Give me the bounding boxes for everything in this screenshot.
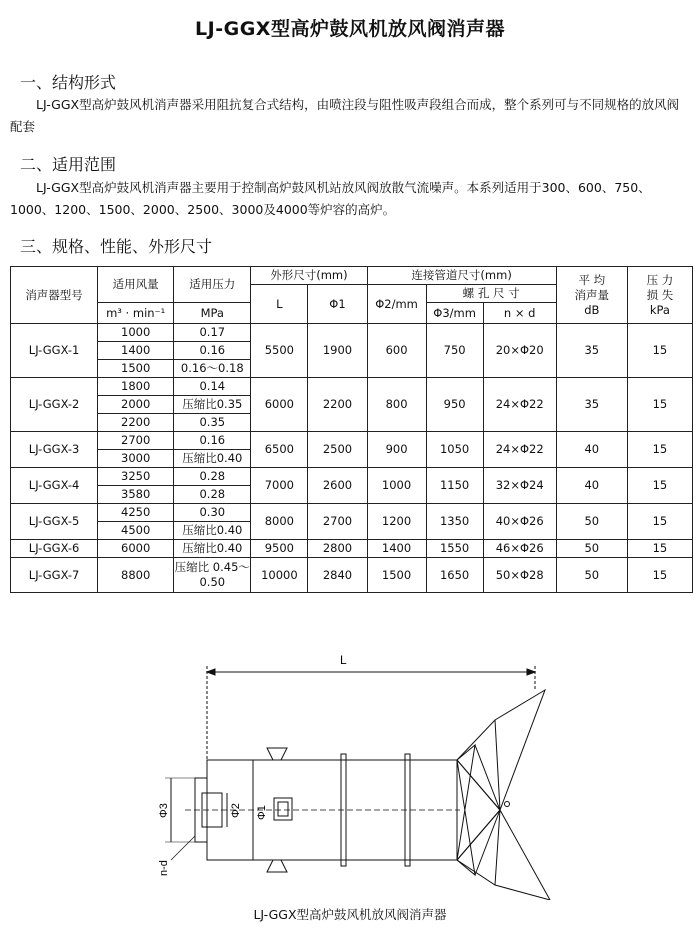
header-loss-line1: 压 力 xyxy=(646,272,674,287)
cell-db: 50 xyxy=(556,540,627,558)
cell-phi3: 1350 xyxy=(426,504,483,540)
cell-kpa: 15 xyxy=(627,468,692,504)
cell-flow: 3000 xyxy=(98,450,174,468)
label-phi1: Φ1 xyxy=(256,805,268,820)
header-noise-line2: 消声量 xyxy=(574,287,610,302)
cell-phi1: 2840 xyxy=(308,558,367,593)
header-noise-line1: 平 均 xyxy=(578,272,606,287)
table-row xyxy=(11,432,693,450)
header-pipe-size: 连接管道尺寸(mm) xyxy=(367,267,556,285)
cell-flow: 3580 xyxy=(98,486,174,504)
label-phi3: Φ3 xyxy=(158,803,170,818)
structure-text: LJ-GGX型高炉鼓风机消声器采用阻抗复合式结构，由喷注段与阻性吸声段组合而成，整个系列可与不同规格的放风阀配套 xyxy=(10,97,680,134)
header-loss-unit: kPa xyxy=(649,302,670,317)
cell-db: 40 xyxy=(556,468,627,504)
cell-model: LJ-GGX-2 xyxy=(11,378,98,432)
header-pressure: 适用压力 xyxy=(174,267,251,303)
cell-db: 50 xyxy=(556,558,627,593)
cell-flow: 2700 xyxy=(98,432,174,450)
cell-nd: 46×Φ26 xyxy=(483,540,556,558)
cell-phi3: 1150 xyxy=(426,468,483,504)
section-text-scope xyxy=(10,177,690,221)
cell-model: LJ-GGX-1 xyxy=(11,324,98,378)
cell-L: 7000 xyxy=(251,468,308,504)
silencer-drawing xyxy=(155,650,555,900)
table-row xyxy=(11,378,693,396)
cell-kpa: 15 xyxy=(627,378,692,432)
section-text-structure xyxy=(10,94,690,138)
cell-flow: 8800 xyxy=(98,558,174,593)
access-hatch xyxy=(274,798,292,820)
spec-table-body xyxy=(11,324,693,593)
cell-phi1: 2700 xyxy=(308,504,367,540)
cell-model: LJ-GGX-4 xyxy=(11,468,98,504)
cell-L: 5500 xyxy=(251,324,308,378)
page-title: LJ-GGX型高炉鼓风机放风阀消声器 xyxy=(195,18,505,40)
cell-pressure: 压缩比0.40 xyxy=(174,522,251,540)
cell-phi3: 750 xyxy=(426,324,483,378)
label-L: L xyxy=(340,653,347,667)
header-noise xyxy=(556,267,627,324)
arrow-right-icon xyxy=(527,669,535,675)
cell-L: 8000 xyxy=(251,504,308,540)
cell-nd: 32×Φ24 xyxy=(483,468,556,504)
table-row xyxy=(11,468,693,486)
diffuser-lower-panel xyxy=(457,810,550,900)
cell-kpa: 15 xyxy=(627,324,692,378)
cell-flow: 6000 xyxy=(98,540,174,558)
section-heading-scope: 二、适用范围 xyxy=(20,155,117,174)
header-loss-line2: 损 失 xyxy=(646,287,674,302)
cell-pressure: 0.28 xyxy=(174,486,251,504)
header-phi2: Φ2/mm xyxy=(367,285,426,324)
cell-kpa: 15 xyxy=(627,504,692,540)
cell-phi2: 1400 xyxy=(367,540,426,558)
table-row xyxy=(11,324,693,342)
table-row xyxy=(11,540,693,558)
cell-phi2: 600 xyxy=(367,324,426,378)
cell-db: 35 xyxy=(556,324,627,378)
diffuser-upper-panel xyxy=(457,690,545,810)
cell-flow: 1400 xyxy=(98,342,174,360)
cell-db: 35 xyxy=(556,378,627,432)
support-leg-1 xyxy=(267,860,287,872)
table-row xyxy=(11,558,693,593)
header-L: L xyxy=(251,285,308,324)
header-outer-size: 外形尺寸(mm) xyxy=(251,267,367,285)
cell-pressure: 0.16～0.18 xyxy=(174,360,251,378)
header-phi3: Φ3/mm xyxy=(426,303,483,324)
cell-flow: 2000 xyxy=(98,396,174,414)
cell-L: 6000 xyxy=(251,378,308,432)
cell-model: LJ-GGX-7 xyxy=(11,558,98,593)
cell-flow: 1500 xyxy=(98,360,174,378)
figure-caption: LJ-GGX型高炉鼓风机放风阀消声器 xyxy=(253,907,447,922)
header-noise-unit: dB xyxy=(584,302,600,317)
cell-flow: 1800 xyxy=(98,378,174,396)
table-row xyxy=(11,504,693,522)
scope-text: LJ-GGX型高炉鼓风机消声器主要用于控制高炉鼓风机站放风阀放散气流噪声。本系列适用于300、600、750、1000、1200、1500、2000、2500、3000及4000等炉容的高炉。 xyxy=(10,180,651,217)
header-model: 消声器型号 xyxy=(11,267,98,324)
cell-phi1: 2200 xyxy=(308,378,367,432)
cell-flow: 3250 xyxy=(98,468,174,486)
cell-pressure: 压缩比0.40 xyxy=(174,540,251,558)
arrow-left-icon xyxy=(207,669,215,675)
cell-L: 9500 xyxy=(251,540,308,558)
cell-pressure: 压缩比0.40 xyxy=(174,450,251,468)
cell-L: 10000 xyxy=(251,558,308,593)
cell-pressure: 0.35 xyxy=(174,414,251,432)
spec-table xyxy=(10,266,693,593)
cell-phi2: 1200 xyxy=(367,504,426,540)
cell-nd: 20×Φ20 xyxy=(483,324,556,378)
cell-flow: 1000 xyxy=(98,324,174,342)
cell-phi2: 1000 xyxy=(367,468,426,504)
cell-nd: 40×Φ26 xyxy=(483,504,556,540)
label-nd: n-d xyxy=(158,860,170,876)
header-loss xyxy=(627,267,692,324)
header-phi1: Φ1 xyxy=(308,285,367,324)
cell-phi1: 1900 xyxy=(308,324,367,378)
cell-kpa: 15 xyxy=(627,558,692,593)
cell-kpa: 15 xyxy=(627,540,692,558)
cell-flow: 4500 xyxy=(98,522,174,540)
label-phi2: Φ2 xyxy=(230,803,242,818)
cell-phi2: 800 xyxy=(367,378,426,432)
cell-phi1: 2500 xyxy=(308,432,367,468)
header-flow-unit: m³ · min⁻¹ xyxy=(98,303,174,324)
cell-model: LJ-GGX-5 xyxy=(11,504,98,540)
cell-db: 40 xyxy=(556,432,627,468)
cell-pressure: 0.28 xyxy=(174,468,251,486)
cell-model: LJ-GGX-3 xyxy=(11,432,98,468)
cell-nd: 24×Φ22 xyxy=(483,378,556,432)
cell-pressure: 0.30 xyxy=(174,504,251,522)
cell-phi3: 1050 xyxy=(426,432,483,468)
header-bolt: 螺 孔 尺 寸 xyxy=(426,285,556,303)
cell-phi1: 2800 xyxy=(308,540,367,558)
cell-pressure: 0.16 xyxy=(174,342,251,360)
cell-phi3: 1550 xyxy=(426,540,483,558)
cell-nd: 50×Φ28 xyxy=(483,558,556,593)
cell-phi2: 900 xyxy=(367,432,426,468)
support-leg-2 xyxy=(267,748,287,760)
cell-pressure: 0.17 xyxy=(174,324,251,342)
cell-phi3: 1650 xyxy=(426,558,483,593)
cell-pressure: 压缩比 0.45～0.50 xyxy=(174,558,251,593)
section-heading-spec: 三、规格、性能、外形尺寸 xyxy=(20,237,213,256)
cell-phi2: 1500 xyxy=(367,558,426,593)
cell-phi1: 2600 xyxy=(308,468,367,504)
cell-nd: 24×Φ22 xyxy=(483,432,556,468)
cell-phi3: 950 xyxy=(426,378,483,432)
leader-nd xyxy=(171,836,195,860)
cell-pressure: 0.14 xyxy=(174,378,251,396)
cell-db: 50 xyxy=(556,504,627,540)
cell-L: 6500 xyxy=(251,432,308,468)
cell-flow: 2200 xyxy=(98,414,174,432)
header-pressure-unit: MPa xyxy=(174,303,251,324)
cell-pressure: 压缩比0.35 xyxy=(174,396,251,414)
cell-pressure: 0.16 xyxy=(174,432,251,450)
bolt-mark-icon xyxy=(505,802,510,807)
section-heading-structure: 一、结构形式 xyxy=(20,73,117,92)
cell-flow: 4250 xyxy=(98,504,174,522)
cell-model: LJ-GGX-6 xyxy=(11,540,98,558)
header-flow: 适用风量 xyxy=(98,267,174,303)
header-nd: n × d xyxy=(483,303,556,324)
cell-kpa: 15 xyxy=(627,432,692,468)
